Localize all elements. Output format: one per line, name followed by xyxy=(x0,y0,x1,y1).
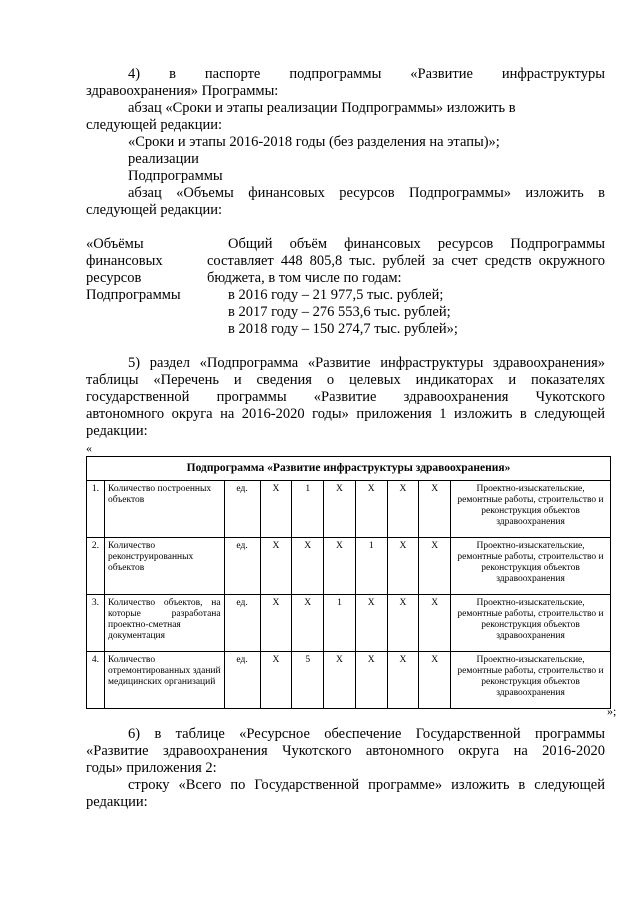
row-description: Проектно-изыскательские, ремонтные работы, строительство и реконструкция объектов здравоохранения xyxy=(451,595,611,652)
row-value: Х xyxy=(260,481,292,538)
close-quote: »; xyxy=(607,704,617,718)
row-description: Проектно-изыскательские, ремонтные работы, строительство и реконструкция объектов здравоохранения xyxy=(451,481,611,538)
row-description: Проектно-изыскательские, ремонтные работы, строительство и реконструкция объектов здравоохранения xyxy=(451,538,611,595)
row-value: Х xyxy=(387,481,419,538)
item4-line2: здравоохранения» Программы: xyxy=(86,83,279,99)
finance-label-line: «Объёмы xyxy=(86,236,144,252)
row-value: Х xyxy=(324,538,356,595)
item4-line7: Подпрограммы xyxy=(128,168,223,184)
finance-text-line: составляет 448 805,8 тыс. рублей за счет средств окружного xyxy=(207,253,605,269)
row-value: Х xyxy=(324,481,356,538)
row-value: Х xyxy=(292,595,324,652)
row-value: 1 xyxy=(355,538,387,595)
row-value: Х xyxy=(355,481,387,538)
row-name: Количество отремонтированных зданий медицинских организаций xyxy=(104,652,224,709)
finance-text-line: бюджета, в том числе по годам: xyxy=(207,270,402,286)
item5-line4: автономного округа на 2016-2020 годы» приложения 1 изложить в следующей xyxy=(86,406,605,422)
table-row xyxy=(87,595,611,652)
row-value: Х xyxy=(260,652,292,709)
finance-label-line: Подпрограммы xyxy=(86,287,181,303)
row-number: 4. xyxy=(87,652,105,709)
row-value: Х xyxy=(292,538,324,595)
item6-line2: «Развитие здравоохранения Чукотского автономного округа на 2016-2020 xyxy=(86,743,605,759)
table-row xyxy=(87,538,611,595)
item5-line2: таблицы «Перечень и сведения о целевых индикаторах и показателях xyxy=(86,372,605,388)
item4-line8: абзац «Объемы финансовых ресурсов Подпрограммы» изложить в xyxy=(128,185,605,201)
item4-line5: «Сроки и этапы 2016-2018 годы (без разделения на этапы)»; xyxy=(128,134,500,150)
row-value: Х xyxy=(260,595,292,652)
table-header-row xyxy=(87,457,611,481)
row-value: Х xyxy=(419,652,451,709)
open-quote: « xyxy=(86,441,92,455)
finance-text xyxy=(207,236,605,338)
row-name: Количество объектов, на которые разработана проектно-сметная документация xyxy=(104,595,224,652)
finance-text-line: в 2016 году – 21 977,5 тыс. рублей; xyxy=(228,287,444,303)
row-unit: ед. xyxy=(224,481,260,538)
row-value: 5 xyxy=(292,652,324,709)
row-value: 1 xyxy=(292,481,324,538)
row-value: Х xyxy=(387,595,419,652)
item6-line1: 6) в таблице «Ресурсное обеспечение Государственной программы xyxy=(128,726,605,742)
finance-label xyxy=(86,236,181,304)
table-header: Подпрограмма «Развитие инфраструктуры здравоохранения» xyxy=(87,457,611,481)
finance-text-line: Общий объём финансовых ресурсов Подпрограммы xyxy=(228,236,605,252)
finance-text-line: в 2017 году – 276 553,6 тыс. рублей; xyxy=(228,304,451,320)
row-unit: ед. xyxy=(224,538,260,595)
row-value: Х xyxy=(419,481,451,538)
finance-label-line: финансовых xyxy=(86,253,163,269)
row-description: Проектно-изыскательские, ремонтные работы, строительство и реконструкция объектов здравоохранения xyxy=(451,652,611,709)
row-number: 1. xyxy=(87,481,105,538)
item4-line1: 4) в паспорте подпрограммы «Развитие инфраструктуры xyxy=(128,66,605,82)
item4-line6: реализации xyxy=(128,151,199,167)
item6-line3: годы» приложения 2: xyxy=(86,760,217,776)
row-value: Х xyxy=(387,538,419,595)
row-value: Х xyxy=(355,595,387,652)
row-value: Х xyxy=(260,538,292,595)
row-number: 2. xyxy=(87,538,105,595)
row-number: 3. xyxy=(87,595,105,652)
row-name: Количество реконструированных объектов xyxy=(104,538,224,595)
row-unit: ед. xyxy=(224,652,260,709)
row-value: Х xyxy=(387,652,419,709)
item5-line3: государственной программы «Развитие здравоохранения Чукотского xyxy=(86,389,605,405)
finance-text-line: в 2018 году – 150 274,7 тыс. рублей»; xyxy=(228,321,458,337)
row-name: Количество построенных объектов xyxy=(104,481,224,538)
indicators-table xyxy=(86,456,611,709)
table-row xyxy=(87,481,611,538)
row-value: Х xyxy=(419,538,451,595)
table-row xyxy=(87,652,611,709)
row-value: Х xyxy=(419,595,451,652)
row-unit: ед. xyxy=(224,595,260,652)
item6-line5: редакции: xyxy=(86,794,148,810)
item4-line4: следующей редакции: xyxy=(86,117,223,133)
row-value: Х xyxy=(355,652,387,709)
item5-line5: редакции: xyxy=(86,423,148,439)
item6-line4: строку «Всего по Государственной программе» изложить в следующей xyxy=(128,777,605,793)
item4-line9: следующей редакции: xyxy=(86,202,223,218)
item4-line3: абзац «Сроки и этапы реализации Подпрограммы» изложить в xyxy=(128,100,516,116)
finance-label-line: ресурсов xyxy=(86,270,142,286)
row-value: Х xyxy=(324,652,356,709)
item5-line1: 5) раздел «Подпрограмма «Развитие инфраструктуры здравоохранения» xyxy=(128,355,605,371)
row-value: 1 xyxy=(324,595,356,652)
